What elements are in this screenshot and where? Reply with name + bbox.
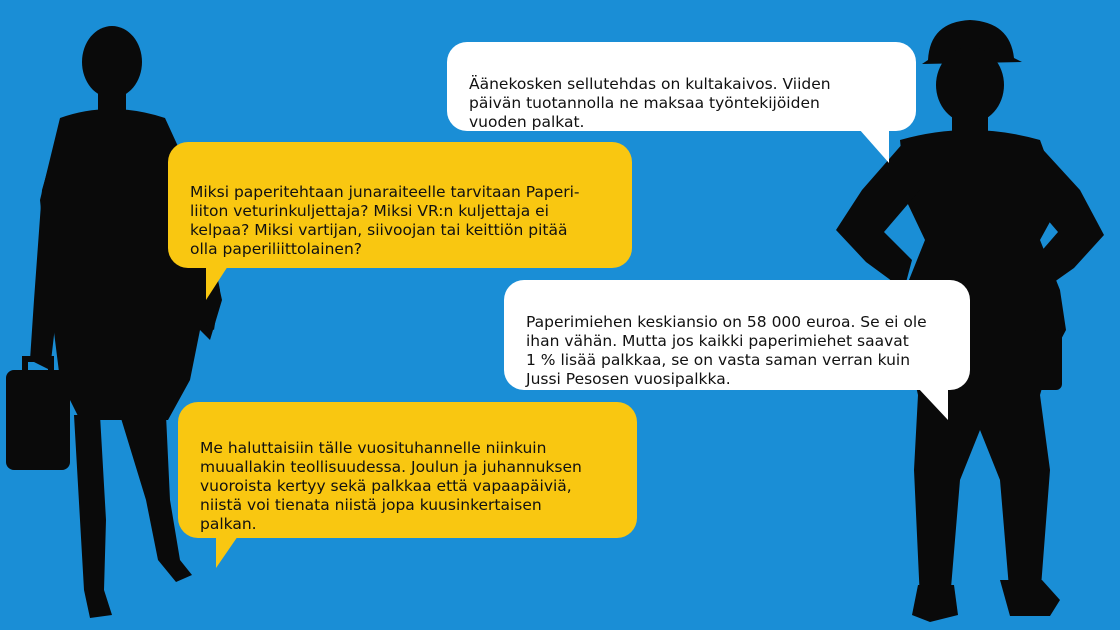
bubble-tail <box>859 129 889 163</box>
boss-speech-text-1: Miksi paperitehtaan junaraiteelle tarvitaan Paperi- liiton veturinkuljettaja? Miksi VR:n kuljettaja ei kelpaa? Miksi vartijan, siivoojan tai keittiön pitää olla paperiliittolainen? <box>190 183 580 258</box>
boss-speech-bubble-1 <box>168 142 632 268</box>
boss-speech-bubble-2 <box>178 402 637 538</box>
bubble-tail <box>206 266 228 300</box>
bubble-tail <box>918 388 948 420</box>
worker-speech-text-2: Paperimiehen keskiansio on 58 000 euroa. Se ei ole ihan vähän. Mutta jos kaikki paperimiehet saavat 1 % lisää palkkaa, se on vasta saman verran kuin Jussi Pesosen vuosipalkka. <box>526 313 927 388</box>
worker-speech-text-1: Äänekosken sellutehdas on kultakaivos. Viiden päivän tuotannolla ne maksaa työntekijöiden vuoden palkat. <box>469 75 831 131</box>
boss-speech-text-2: Me haluttaisiin tälle vuosituhannelle niinkuin muuallakin teollisuudessa. Joulun ja juhannuksen vuoroista kertyy sekä palkkaa että vapaapäiviä, niistä voi tienata niistä jopa kuusinkertaisen palkan. <box>200 439 582 533</box>
bubble-tail <box>216 536 238 568</box>
worker-speech-bubble-2 <box>504 280 970 390</box>
worker-speech-bubble-1 <box>447 42 916 131</box>
